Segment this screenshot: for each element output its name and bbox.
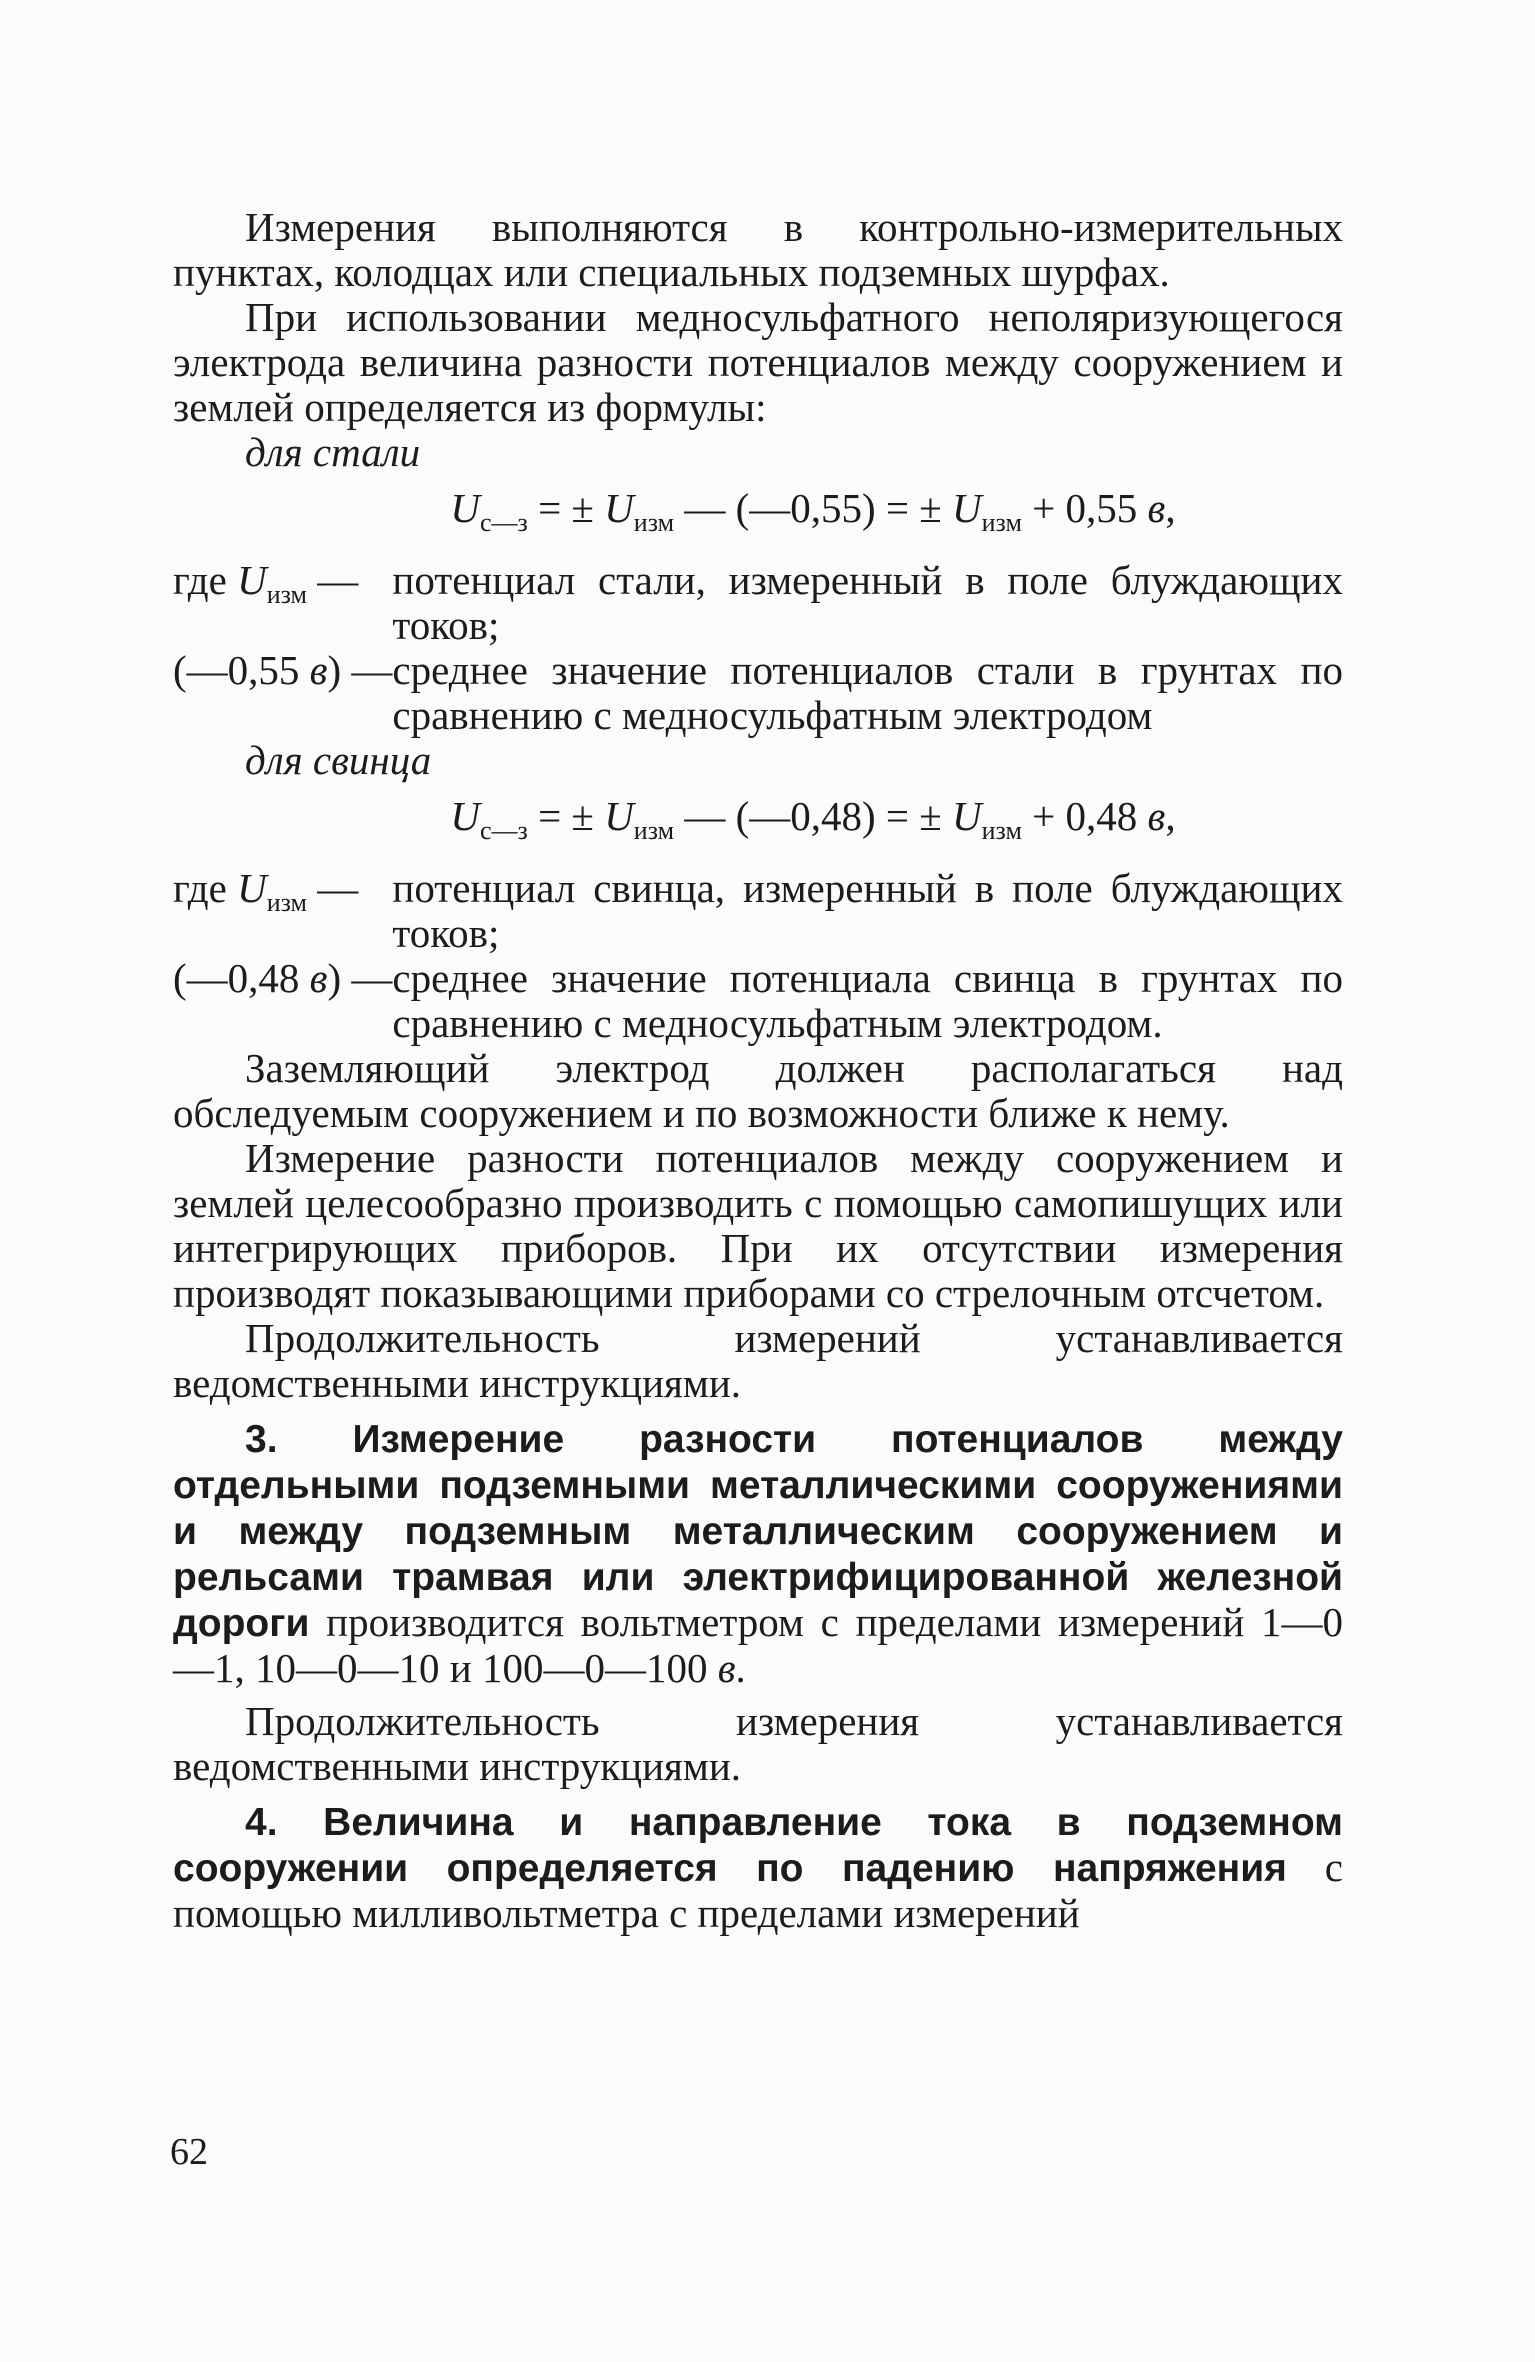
page-body bbox=[173, 205, 1343, 1936]
paragraph-measurement-locations: Измерения выполняются в контрольно-измерительных пунктах, колодцах или специальных подземных шурфах. bbox=[173, 204, 1343, 295]
definition-row: где $U_{изм}$ — потенциал свинца, измеренный в поле блуждающих токов; bbox=[173, 865, 1343, 957]
paragraph-recording-instruments: Измерение разности потенциалов между сооружением и землей целесообразно производить с помощью самопишущих или интегрирующих приборов. При их отсутствии измерения производят показывающими приборами со стрелочным отсчетом. bbox=[173, 1135, 1343, 1317]
section-4: 4. Величина и направление тока в подземном сооружении определяется по падению напряжения с помощью милливольтметра с пределами измерений bbox=[173, 1801, 1344, 1937]
paragraph-duration-2: Продолжительность измерения устанавливается ведомственными инструкциями. bbox=[173, 1698, 1343, 1790]
definitions-lead bbox=[173, 866, 1343, 1046]
definition-row: где $U_{изм}$ — потенциал стали, измеренный в поле блуждающих токов; bbox=[173, 557, 1343, 649]
paragraph-duration-1: Продолжительность измерений устанавливается ведомственными инструкциями. bbox=[173, 1315, 1343, 1407]
section-3: 3. Измерение разности потенциалов между отдельными подземными металлическими сооружениями и между подземным металлическим сооружением и рельсами трамвая или электрифицированной железной дороги производится вольтметром с пределами измерений 1—0—1, 10—0—10 и 100—0—100 в. bbox=[173, 1418, 1343, 1692]
paragraph-ground-electrode: Заземляющий электрод должен располагаться над обследуемым сооружением и по возможности ближе к нему. bbox=[173, 1045, 1343, 1137]
formula-lead: $U_{с—з}$ = ± $U_{изм}$ — (—0,48) = ± $U_{изм} + 0,48$ в, bbox=[450, 793, 1176, 846]
label-for-lead: для свинца bbox=[245, 737, 432, 784]
page-number: 62 bbox=[170, 2131, 208, 2173]
label-for-steel: для стали bbox=[245, 429, 421, 475]
definition-row: (—0,48 в) — среднее значение потенциала свинца в грунтах по сравнению с медносульфатным электродом. bbox=[173, 955, 1343, 1047]
formula-steel: $U_{с—з}$ = ± $U_{изм}$ — (—0,55) = ± $U_{изм} + 0,55$ в, bbox=[450, 485, 1176, 538]
paragraph-electrode-method: При использовании медносульфатного неполяризующегося электрода величина разности потенциалов между сооружением и землей определяется из формулы: bbox=[173, 294, 1343, 430]
definitions-steel bbox=[173, 558, 1343, 738]
definition-row: (—0,55 в) — среднее значение потенциалов стали в грунтах по сравнению с медносульфатным электродом bbox=[173, 647, 1343, 739]
